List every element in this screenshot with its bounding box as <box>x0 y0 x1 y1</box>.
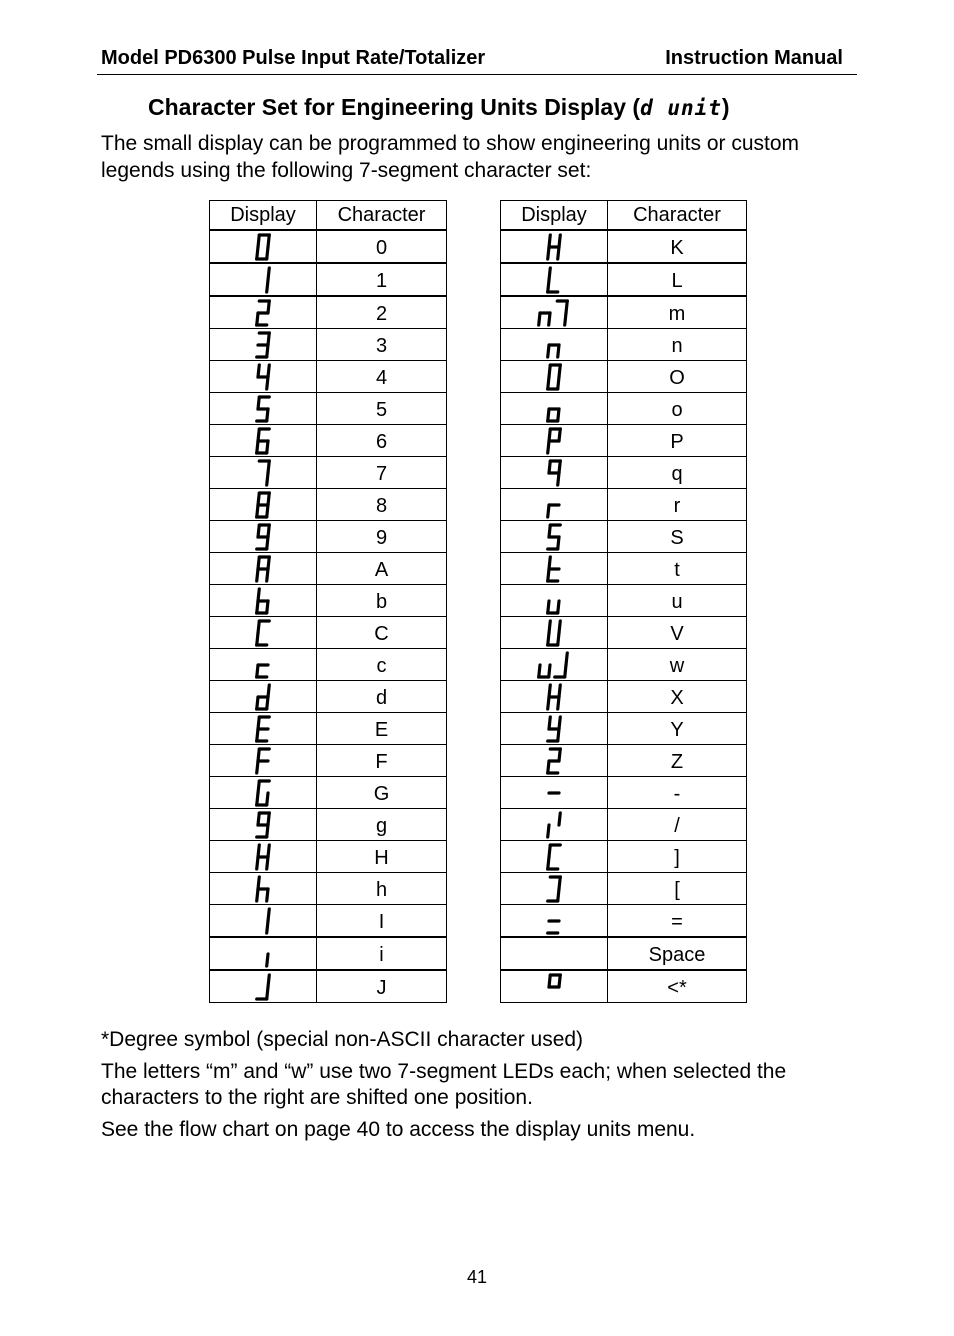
table-row <box>210 617 447 649</box>
seven-segment-glyph <box>501 230 608 263</box>
page-number: 41 <box>466 1267 488 1287</box>
character-cell: F <box>317 745 447 777</box>
seven-segment-glyph <box>210 649 317 681</box>
seven-segment-glyph <box>501 521 608 553</box>
note-two-led-letters: The letters “m” and “w” use two 7-segment LEDs each; when selected the characters to the right are shifted one position. <box>101 1060 787 1109</box>
character-cell: Z <box>608 745 747 777</box>
note-flow-chart-reference: See the flow chart on page 40 to access the display units menu. <box>101 1118 696 1141</box>
character-cell: 4 <box>317 361 447 393</box>
table-row <box>501 617 747 649</box>
intro-paragraph: The small display can be programmed to show engineering units or custom legends using the following 7-segment character set: <box>101 132 800 182</box>
character-cell: - <box>608 777 747 809</box>
character-cell: 6 <box>317 425 447 457</box>
seven-segment-glyph <box>501 970 608 1003</box>
seven-segment-glyph <box>501 617 608 649</box>
table-row <box>501 905 747 938</box>
character-cell: 1 <box>317 263 447 296</box>
table-row <box>501 329 747 361</box>
table-row <box>501 841 747 873</box>
table-row <box>501 713 747 745</box>
table-header-row <box>210 201 447 231</box>
seven-segment-glyph <box>501 841 608 873</box>
table-row <box>210 230 447 263</box>
character-cell: Y <box>608 713 747 745</box>
seven-segment-glyph <box>210 713 317 745</box>
table-row <box>501 777 747 809</box>
character-cell: d <box>317 681 447 713</box>
character-cell: g <box>317 809 447 841</box>
seven-segment-glyph <box>501 937 608 970</box>
character-cell: 8 <box>317 489 447 521</box>
table-row <box>501 425 747 457</box>
section-title-text: Character Set for Engineering Units Display ( <box>148 94 641 120</box>
table-row <box>210 777 447 809</box>
seven-segment-glyph <box>210 841 317 873</box>
character-cell: o <box>608 393 747 425</box>
seven-segment-glyph <box>501 553 608 585</box>
character-cell: 3 <box>317 329 447 361</box>
seven-segment-glyph <box>210 873 317 905</box>
seven-segment-glyph <box>210 553 317 585</box>
seven-segment-glyph <box>501 809 608 841</box>
character-cell: V <box>608 617 747 649</box>
note-degree-symbol: *Degree symbol (special non-ASCII character used) <box>101 1028 584 1051</box>
character-cell: t <box>608 553 747 585</box>
table-row <box>210 937 447 970</box>
seven-segment-glyph <box>501 585 608 617</box>
character-cell: ] <box>608 841 747 873</box>
seven-segment-glyph <box>501 873 608 905</box>
character-cell: 0 <box>317 230 447 263</box>
character-cell: I <box>317 905 447 938</box>
table-row <box>210 585 447 617</box>
table-row <box>501 649 747 681</box>
table-row <box>501 361 747 393</box>
table-row <box>501 970 747 1003</box>
seven-segment-glyph <box>501 361 608 393</box>
character-cell: i <box>317 937 447 970</box>
table-row <box>210 905 447 938</box>
seven-segment-glyph <box>501 713 608 745</box>
section-title <box>148 94 730 121</box>
seven-segment-glyph <box>501 263 608 296</box>
table-row <box>210 361 447 393</box>
table-header-row <box>501 201 747 231</box>
table-row <box>210 553 447 585</box>
seven-segment-glyph <box>210 617 317 649</box>
table-row <box>501 745 747 777</box>
character-cell: Space <box>608 937 747 970</box>
table-row <box>210 970 447 1003</box>
seven-segment-glyph <box>501 457 608 489</box>
table-row <box>210 745 447 777</box>
seven-segment-glyph <box>501 777 608 809</box>
table-row <box>501 296 747 329</box>
character-cell: O <box>608 361 747 393</box>
table-row <box>210 649 447 681</box>
table-row <box>501 457 747 489</box>
table-row <box>501 521 747 553</box>
table-row <box>210 425 447 457</box>
seven-segment-glyph <box>210 329 317 361</box>
character-cell: n <box>608 329 747 361</box>
section-title-display-code: d unit <box>640 96 722 120</box>
character-column-header: Character <box>608 201 747 231</box>
table-row <box>210 263 447 296</box>
character-cell: 9 <box>317 521 447 553</box>
character-cell: 7 <box>317 457 447 489</box>
seven-segment-glyph <box>210 263 317 296</box>
seven-segment-glyph <box>501 681 608 713</box>
character-column-header: Character <box>317 201 447 231</box>
character-cell: J <box>317 970 447 1003</box>
seven-segment-glyph <box>501 489 608 521</box>
seven-segment-glyph <box>210 809 317 841</box>
seven-segment-glyph <box>210 585 317 617</box>
seven-segment-glyph <box>210 937 317 970</box>
seven-segment-glyph <box>210 970 317 1003</box>
character-cell: [ <box>608 873 747 905</box>
table-row <box>210 713 447 745</box>
table-row <box>210 489 447 521</box>
seven-segment-glyph <box>501 296 608 329</box>
character-cell: E <box>317 713 447 745</box>
character-cell: / <box>608 809 747 841</box>
seven-segment-glyph <box>210 777 317 809</box>
character-cell: r <box>608 489 747 521</box>
character-cell: 5 <box>317 393 447 425</box>
table-row <box>210 681 447 713</box>
table-row <box>501 263 747 296</box>
seven-segment-glyph <box>210 457 317 489</box>
character-cell: = <box>608 905 747 938</box>
character-cell: S <box>608 521 747 553</box>
character-cell: b <box>317 585 447 617</box>
character-table-left <box>209 200 447 1003</box>
table-row <box>501 585 747 617</box>
character-cell: m <box>608 296 747 329</box>
seven-segment-glyph <box>210 230 317 263</box>
display-column-header: Display <box>210 201 317 231</box>
table-row <box>501 873 747 905</box>
table-row <box>210 873 447 905</box>
character-table-right <box>500 200 747 1003</box>
table-row <box>210 329 447 361</box>
seven-segment-glyph <box>210 905 317 938</box>
notes <box>101 1027 861 1149</box>
seven-segment-glyph <box>210 745 317 777</box>
section-title-close: ) <box>721 94 730 120</box>
table-row <box>501 809 747 841</box>
seven-segment-glyph <box>210 296 317 329</box>
character-cell: q <box>608 457 747 489</box>
header-rule <box>97 74 857 75</box>
table-row <box>501 489 747 521</box>
character-cell: X <box>608 681 747 713</box>
table-row <box>210 841 447 873</box>
running-header-manual: Instruction Manual <box>665 47 843 69</box>
character-cell: K <box>608 230 747 263</box>
table-row <box>210 521 447 553</box>
character-cell: C <box>317 617 447 649</box>
character-cell: P <box>608 425 747 457</box>
table-row <box>210 393 447 425</box>
character-cell: H <box>317 841 447 873</box>
seven-segment-glyph <box>501 649 608 681</box>
character-cell: <* <box>608 970 747 1003</box>
table-row <box>501 681 747 713</box>
seven-segment-glyph <box>501 329 608 361</box>
character-cell: h <box>317 873 447 905</box>
character-cell: w <box>608 649 747 681</box>
display-column-header: Display <box>501 201 608 231</box>
seven-segment-glyph <box>501 905 608 938</box>
seven-segment-glyph <box>210 521 317 553</box>
seven-segment-glyph <box>210 361 317 393</box>
seven-segment-glyph <box>210 489 317 521</box>
character-cell: A <box>317 553 447 585</box>
table-row <box>501 393 747 425</box>
seven-segment-glyph <box>210 681 317 713</box>
seven-segment-glyph <box>210 393 317 425</box>
seven-segment-glyph <box>501 745 608 777</box>
table-row <box>501 230 747 263</box>
table-row <box>210 296 447 329</box>
table-row <box>210 809 447 841</box>
running-header-title: Model PD6300 Pulse Input Rate/Totalizer <box>101 47 486 69</box>
table-row <box>501 553 747 585</box>
character-cell: c <box>317 649 447 681</box>
seven-segment-glyph <box>501 393 608 425</box>
table-row <box>501 937 747 970</box>
table-row <box>210 457 447 489</box>
character-cell: L <box>608 263 747 296</box>
character-cell: G <box>317 777 447 809</box>
seven-segment-glyph <box>501 425 608 457</box>
character-cell: 2 <box>317 296 447 329</box>
character-cell: u <box>608 585 747 617</box>
seven-segment-glyph <box>210 425 317 457</box>
